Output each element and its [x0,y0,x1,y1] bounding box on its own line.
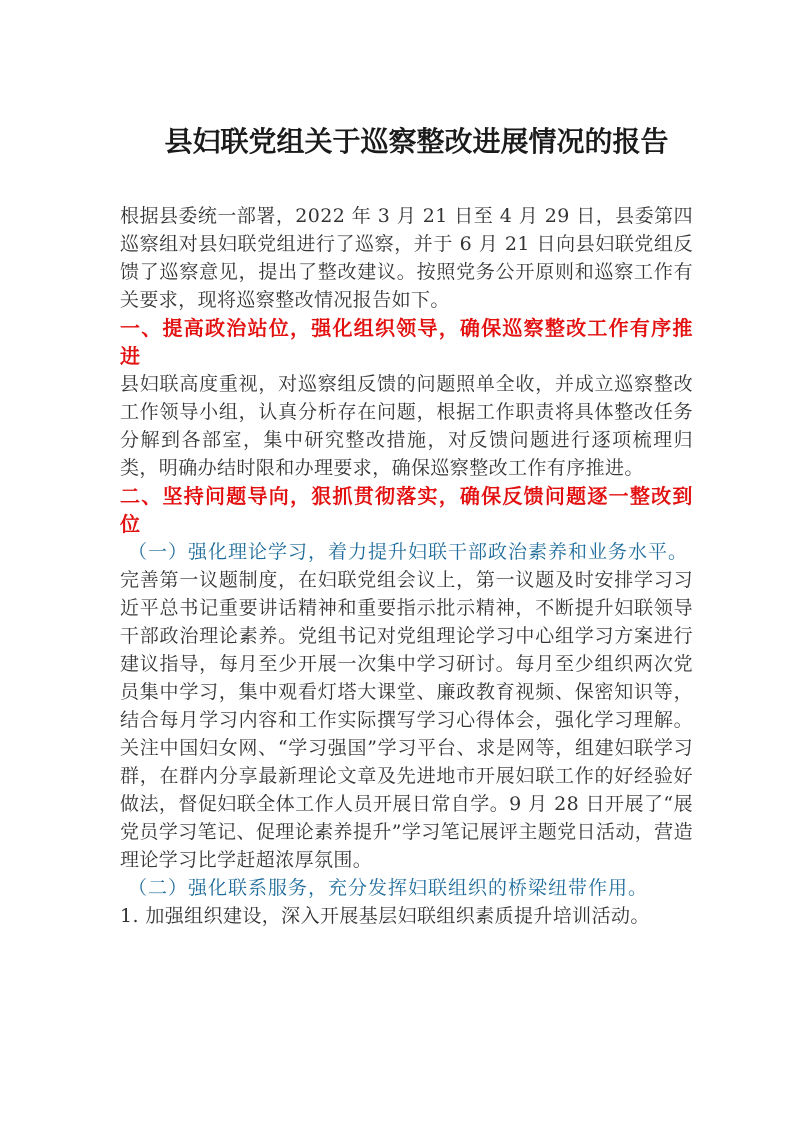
section-2-heading: 二、坚持问题导向，狠抓贯彻落实，确保反馈问题逐一整改到位 [120,484,693,536]
section-1-body: 县妇联高度重视，对巡察组反馈的问题照单全收，并成立巡察整改工作领导小组，认真分析存在问题，根据工作职责将具体整改任务分解到各部室，集中研究整改措施，对反馈问题进行逐项梳理归类，明确办结时限和办理要求，确保巡察整改工作有序推进。 [120,373,693,479]
subsection-1-body: 完善第一议题制度，在妇联党组会议上，第一议题及时安排学习习近平总书记重要讲话精神和重要指示批示精神，不断提升妇联领导干部政治理论素养。党组书记对党组理论学习中心组学习方案进行建议指导，每月至少开展一次集中学习研讨。每月至少组织两次党员集中学习，集中观看灯塔大课堂、廉政教育视频、保密知识等，结合每月学习内容和工作实际撰写学习心得体会，强化学习理解。关注中国妇女网、“学习强国”学习平台、求是网等，组建妇联学习群，在群内分享最新理论文章及先进地市开展妇联工作的好经验好做法，督促妇联全体工作人员开展日常自学。9 月 28 日开展了“展党员学习笔记、促理论素养提升”学习笔记展评主题党日活动，营造理论学习比学赶超浓厚氛围。 [120,569,693,871]
intro-paragraph: 根据县委统一部署，2022 年 3 月 21 日至 4 月 29 日，县委第四巡察组对县妇联党组进行了巡察，并于 6 月 21 日向县妇联党组反馈了巡察意见，提出了整改建议。按照党务公开原则和巡察工作有关要求，现将巡察整改情况报告如下。 [120,205,693,311]
document-title: 县妇联党组关于巡察整改进展情况的报告 [164,125,669,158]
subsection-1-heading: （一）强化理论学习，着力提升妇联干部政治素养和业务水平。 [128,541,689,563]
subsection-2-heading: （二）强化联系服务，充分发挥妇联组织的桥梁纽带作用。 [128,877,649,899]
section-1-heading: 一、提高政治站位，强化组织领导，确保巡察整改工作有序推进 [120,316,693,368]
subsection-2-item-1: 1. 加强组织建设，深入开展基层妇联组织素质提升培训活动。 [120,905,650,927]
